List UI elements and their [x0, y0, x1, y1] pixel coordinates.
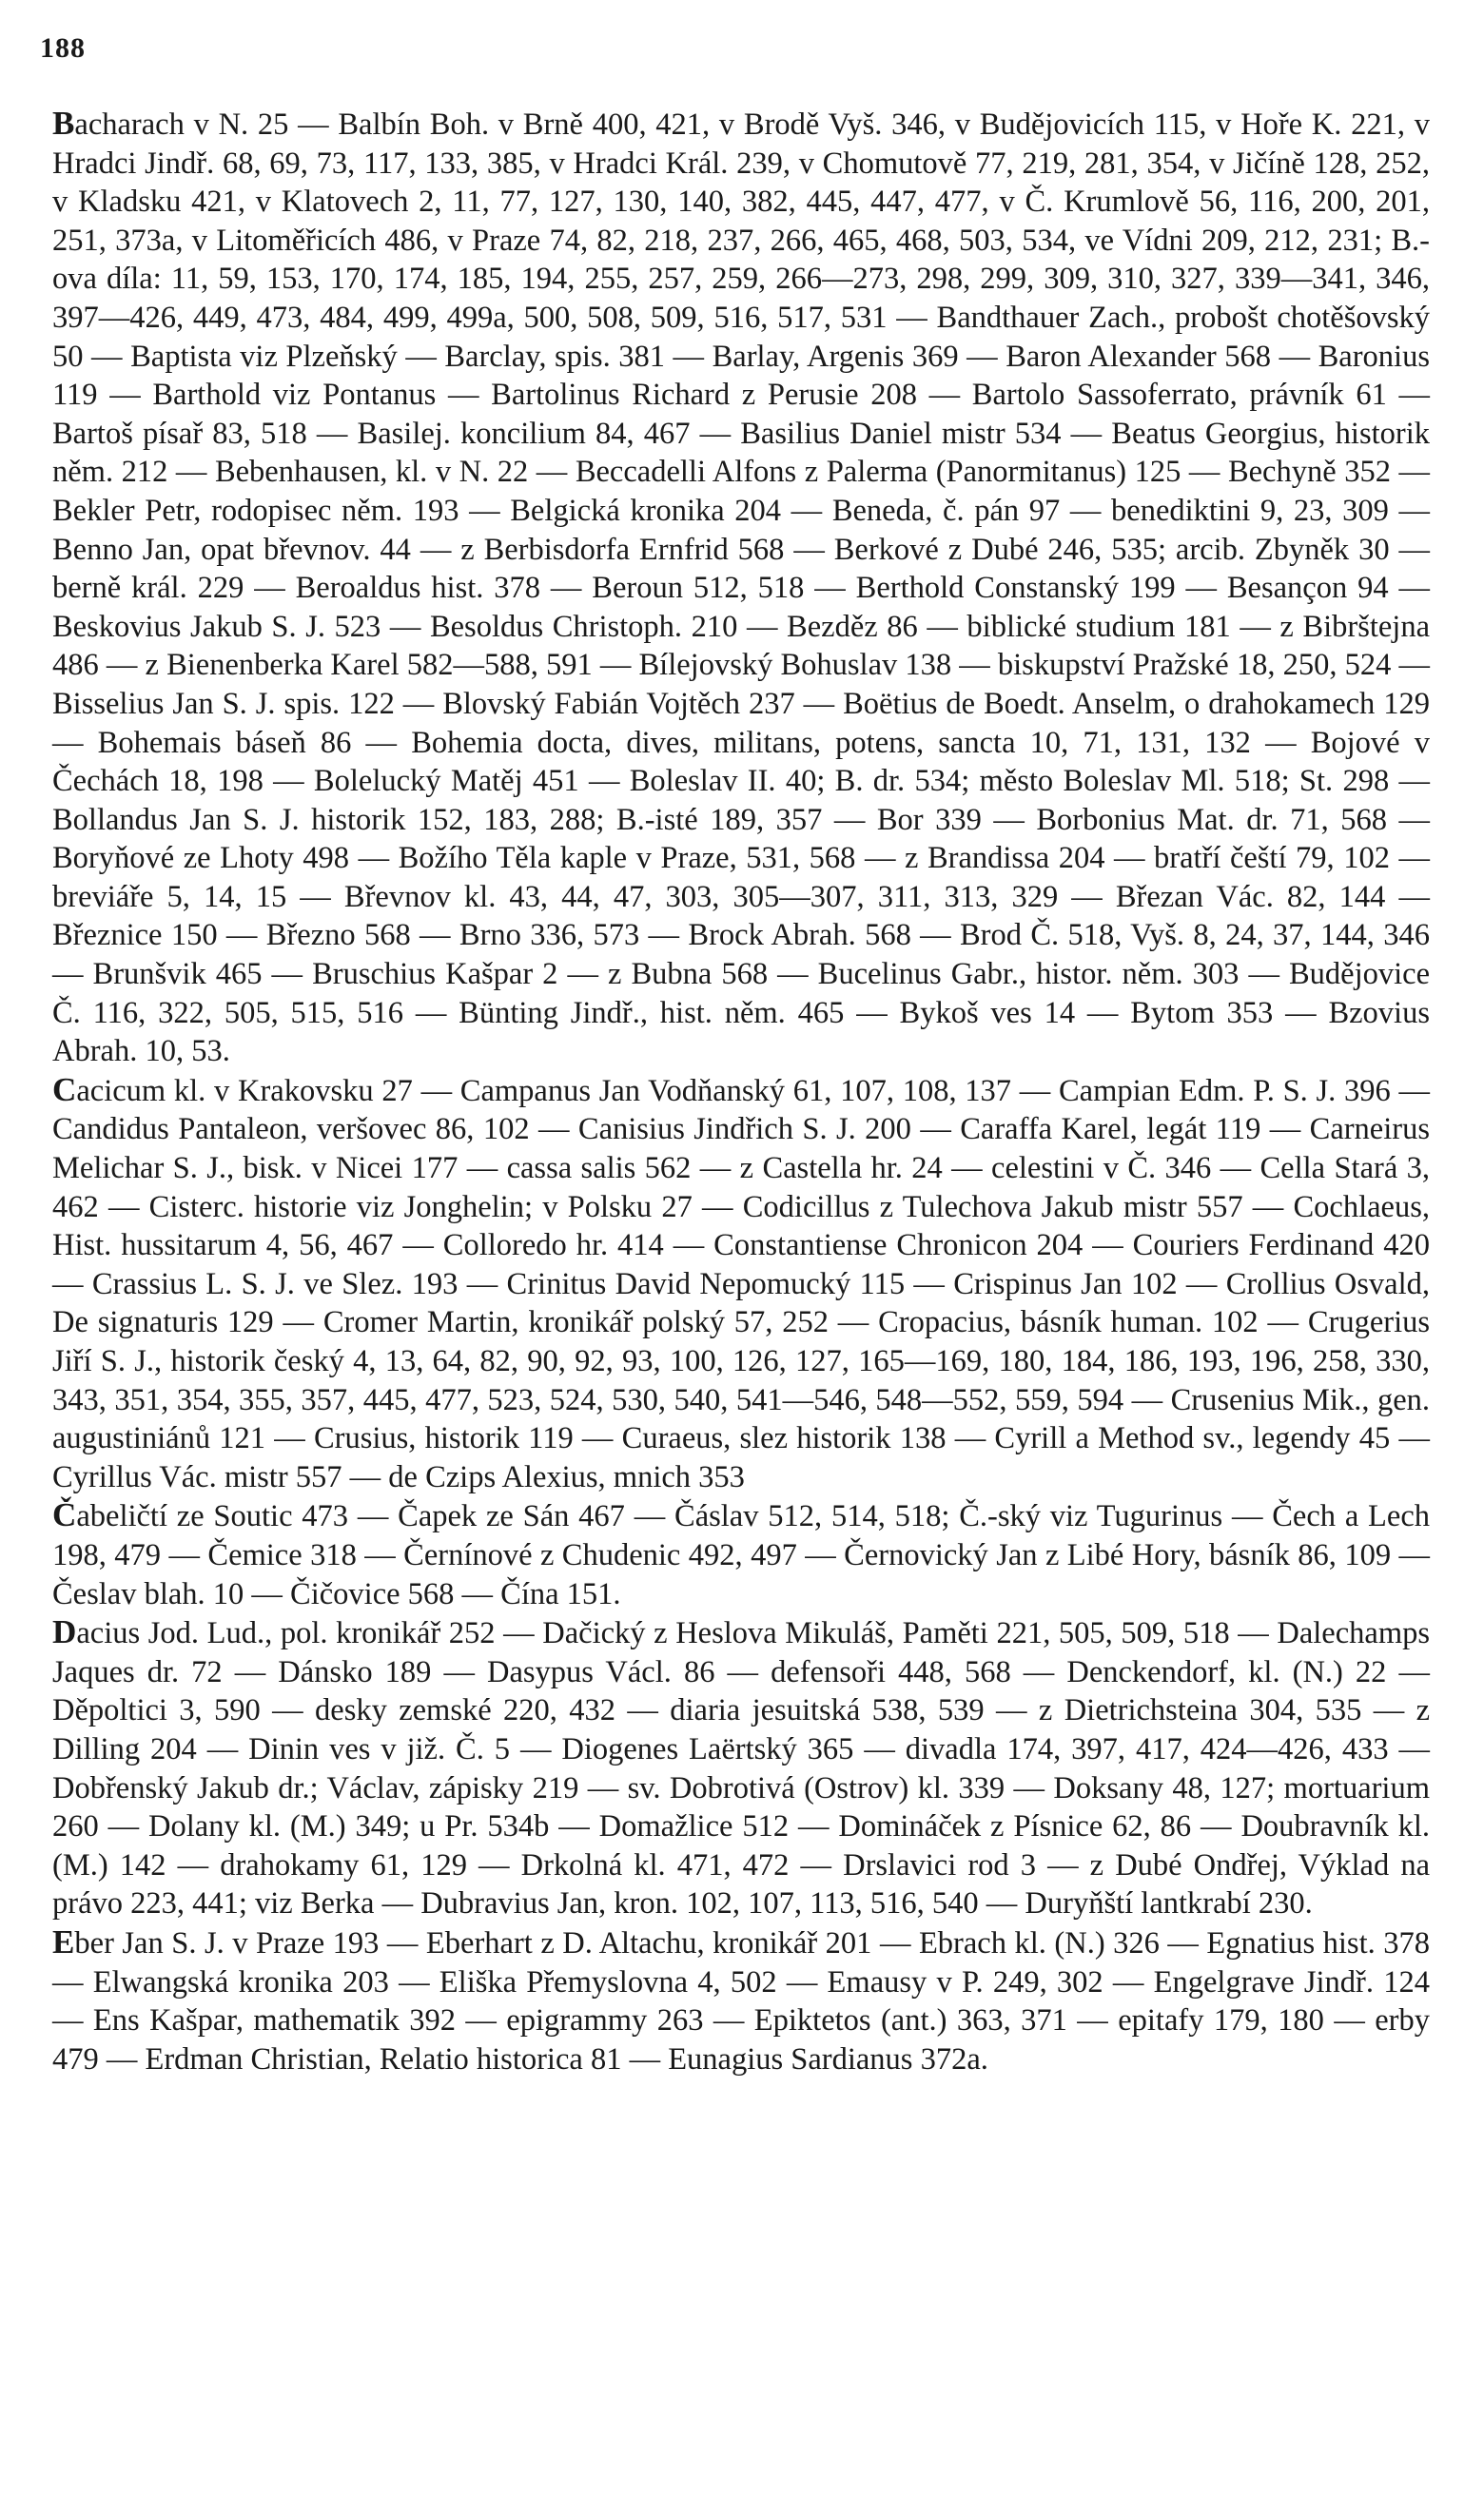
index-group-b	[52, 105, 1430, 1071]
index-entries: ber Jan S. J. v Praze 193 — Eberhart z D. Altachu, kronikář 201 — Ebrach kl. (N.) 326 — Egnatius hist. 378 — Elwangská kronika 203 — Eliška Přemyslovna 4, 502 — Emausy v P. 249, 302 — Engelgrave Jindř. 124 — Ens Kašpar, mathematik 392 — epigrammy 263 — Epiktetos (ant.) 363, 371 — epitafy 179, 180 — erby 479 — Erdman Christian, Relatio historica 81 — Eunagius Sardianus 372a.	[52, 1925, 1430, 2077]
initial-letter: D	[52, 1613, 77, 1651]
index-group-c	[52, 1071, 1430, 1497]
index-group-d	[52, 1613, 1430, 1923]
index-entries: acharach v N. 25 — Balbín Boh. v Brně 400, 421, v Brodě Vyš. 346, v Budějovicích 115, v Hoře K. 221, v Hradci Jindř. 68, 69, 73, 117, 133, 385, v Hradci Král. 239, v Chomutově 77, 219, 281, 354, v Jičíně 128, 252, v Kladsku 421, v Klatovech 2, 11, 77, 127, 130, 140, 382, 445, 447, 477, v Č. Krumlově 56, 116, 200, 201, 251, 373a, v Litoměřicích 486, v Praze 74, 82, 218, 237, 266, 465, 468, 503, 534, ve Vídni 209, 212, 231; B.-ova díla: 11, 59, 153, 170, 174, 185, 194, 255, 257, 259, 266—273, 298, 299, 309, 310, 327, 339—341, 346, 397—426, 449, 473, 484, 499, 499a, 500, 508, 509, 516, 517, 531 — Bandthauer Zach., probošt chotěšovský 50 — Baptista viz Plzeňský — Barclay, spis. 381 — Barlay, Argenis 369 — Baron Alexander 568 — Baronius 119 — Barthold viz Pontanus — Bartolinus Richard z Perusie 208 — Bartolo Sassoferrato, právník 61 — Bartoš písař 83, 518 — Basilej. koncilium 84, 467 — Basilius Daniel mistr 534 — Beatus Georgius, historik něm. 212 — Bebenhausen, kl. v N. 22 — Beccadelli Alfons z Palerma (Panormitanus) 125 — Bechyně 352 — Bekler Petr, rodopisec něm. 193 — Belgická kronika 204 — Beneda, č. pán 97 — benediktini 9, 23, 309 — Benno Jan, opat břevnov. 44 — z Berbisdorfa Ernfrid 568 — Berkové z Dubé 246, 535; arcib. Zbyněk 30 — berně král. 229 — Beroaldus hist. 378 — Beroun 512, 518 — Berthold Constanský 199 — Besançon 94 — Beskovius Jakub S. J. 523 — Besoldus Christoph. 210 — Bezděz 86 — biblické studium 181 — z Bibrštejna 486 — z Bienenberka Karel 582—588, 591 — Bílejovský Bohuslav 138 — biskupství Pražské 18, 250, 524 — Bisselius Jan S. J. spis. 122 — Blovský Fabián Vojtěch 237 — Boëtius de Boedt. Anselm, o drahokamech 129 — Bohemais báseň 86 — Bohemia docta, dives, militans, potens, sancta 10, 71, 131, 132 — Bojové v Čechách 18, 198 — Bolelucký Matěj 451 — Boleslav II. 40; B. dr. 534; město Boleslav Ml. 518; St. 298 — Bollandus Jan S. J. historik 152, 183, 288; B.-isté 189, 357 — Bor 339 — Borbonius Mat. dr. 71, 568 — Boryňové ze Lhoty 498 — Božího Těla kaple v Praze, 531, 568 — z Brandissa 204 — bratří čeští 79, 102 — breviáře 5, 14, 15 — Břevnov kl. 43, 44, 47, 303, 305—307, 311, 313, 329 — Březan Vác. 82, 144 — Březnice 150 — Březno 568 — Brno 336, 573 — Brock Abrah. 568 — Brod Č. 518, Vyš. 8, 24, 37, 144, 346 — Brunšvik 465 — Bruschius Kašpar 2 — z Bubna 568 — Bucelinus Gabr., histor. něm. 303 — Budějovice Č. 116, 322, 505, 515, 516 — Bünting Jindř., hist. něm. 465 — Bykoš ves 14 — Bytom 353 — Bzovius Abrah. 10, 53.	[52, 107, 1430, 1069]
index-body	[52, 105, 1430, 2078]
index-entries: acius Jod. Lud., pol. kronikář 252 — Dačický z Heslova Mikuláš, Paměti 221, 505, 509, 518 — Dalechamps Jaques dr. 72 — Dánsko 189 — Dasypus Václ. 86 — defensoři 448, 568 — Denckendorf, kl. (N.) 22 — Děpoltici 3, 590 — desky zemské 220, 432 — diaria jesuitská 538, 539 — z Dietrichsteina 304, 535 — z Dilling 204 — Dinin ves v již. Č. 5 — Diogenes Laërtský 365 — divadla 174, 397, 417, 424—426, 433 — Dobřenský Jakub dr.; Václav, zápisky 219 — sv. Dobrotivá (Ostrov) kl. 339 — Doksany 48, 127; mortuarium 260 — Dolany kl. (M.) 349; u Pr. 534b — Domažlice 512 — Domináček z Písnice 62, 86 — Doubravník kl. (M.) 142 — drahokamy 61, 129 — Drkolná kl. 471, 472 — Drslavici rod 3 — z Dubé Ondřej, Výklad na právo 223, 441; viz Berka — Dubravius Jan, kron. 102, 107, 113, 516, 540 — Duryňští lantkrabí 230.	[52, 1616, 1430, 1922]
page-number: 188	[40, 32, 86, 64]
index-group-c-caron	[52, 1496, 1430, 1613]
initial-letter: Č	[52, 1496, 77, 1534]
index-entries: acicum kl. v Krakovsku 27 — Campanus Jan Vodňanský 61, 107, 108, 137 — Campian Edm. P. S. J. 396 — Candidus Pantaleon, veršovec 86, 102 — Canisius Jindřich S. J. 200 — Caraffa Karel, legát 119 — Carneirus Melichar S. J., bisk. v Nicei 177 — cassa salis 562 — z Castella hr. 24 — celestini v Č. 346 — Cella Stará 3, 462 — Cisterc. historie viz Jonghelin; v Polsku 27 — Codicillus z Tulechova Jakub mistr 557 — Cochlaeus, Hist. hussitarum 4, 56, 467 — Colloredo hr. 414 — Constantiense Chronicon 204 — Couriers Ferdinand 420 — Crassius L. S. J. ve Slez. 193 — Crinitus David Nepomucký 115 — Crispinus Jan 102 — Crollius Osvald, De signaturis 129 — Cromer Martin, kronikář polský 57, 252 — Cropacius, básník human. 102 — Crugerius Jiří S. J., historik český 4, 13, 64, 82, 90, 92, 93, 100, 126, 127, 165—169, 180, 184, 186, 193, 196, 258, 330, 343, 351, 354, 355, 357, 445, 477, 523, 524, 530, 540, 541—546, 548—552, 559, 594 — Crusenius Mik., gen. augustiniánů 121 — Crusius, historik 119 — Curaeus, slez historik 138 — Cyrill a Method sv., legendy 45 — Cyrillus Vác. mistr 557 — de Czips Alexius, mnich 353	[52, 1073, 1430, 1494]
index-group-e	[52, 1923, 1430, 2078]
index-entries: abeličtí ze Soutic 473 — Čapek ze Sán 467 — Čáslav 512, 514, 518; Č.-ský viz Tugurinus — Čech a Lech 198, 479 — Čemice 318 — Černínové z Chudenic 492, 497 — Černovický Jan z Libé Hory, básník 86, 109 — Česlav blah. 10 — Čičovice 568 — Čína 151.	[52, 1499, 1430, 1611]
initial-letter: B	[52, 105, 75, 142]
initial-letter: E	[52, 1922, 75, 1961]
initial-letter: C	[52, 1070, 77, 1108]
